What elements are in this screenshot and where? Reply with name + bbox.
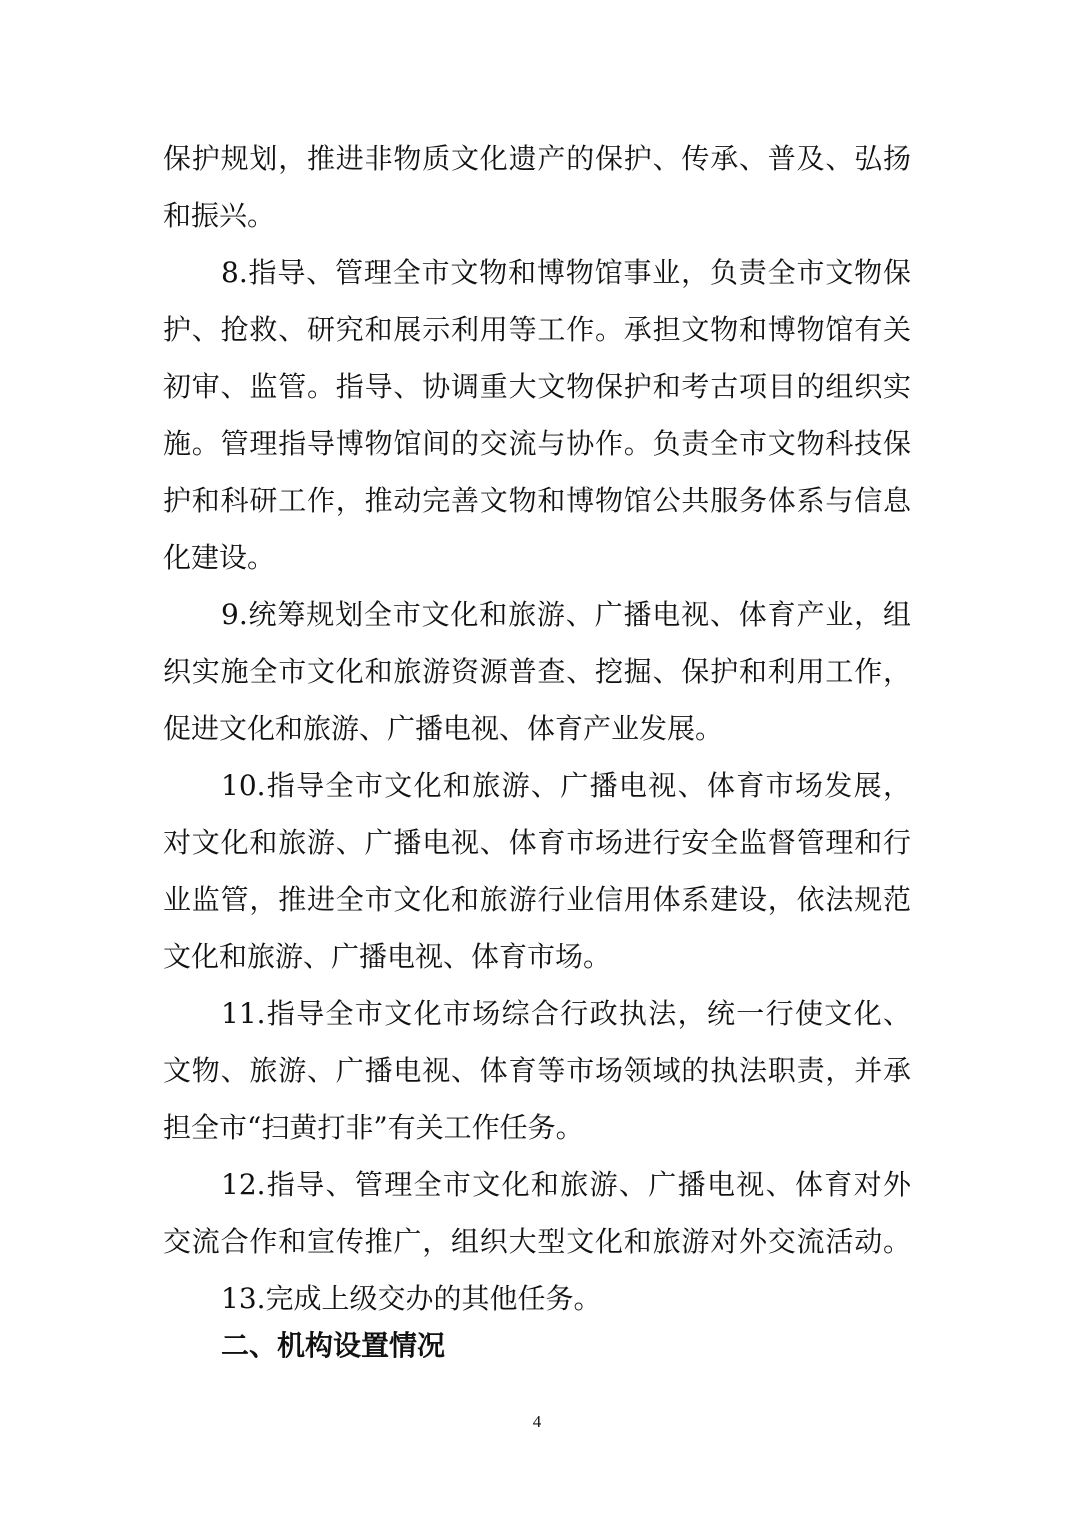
text-line: 8.指导、管理全市文物和博物馆事业，负责全市文物保 — [221, 256, 911, 289]
page-number: 4 — [532, 1412, 542, 1431]
text-line: 10.指导全市文化和旅游、广播电视、体育市场发展， — [221, 769, 911, 802]
text-line: 业监管，推进全市文化和旅游行业信用体系建设，依法规范 — [163, 883, 911, 916]
text-line: 文化和旅游、广播电视、体育市场。 — [163, 940, 612, 973]
paragraph-item-10 — [163, 757, 911, 985]
text-line: 13.完成上级交办的其他任务。 — [221, 1282, 602, 1315]
text-line: 担全市“扫黄打非”有关工作任务。 — [163, 1111, 584, 1144]
text-line: 施。管理指导博物馆间的交流与协作。负责全市文物科技保 — [163, 427, 911, 460]
paragraph-7-continuation — [163, 130, 911, 244]
text-line: 交流合作和宣传推广，组织大型文化和旅游对外交流活动。 — [163, 1225, 911, 1258]
text-line: 11.指导全市文化市场综合行政执法，统一行使文化、 — [221, 997, 911, 1030]
text-line: 和振兴。 — [163, 199, 276, 232]
text-line: 9.统筹规划全市文化和旅游、广播电视、体育产业，组 — [221, 598, 911, 631]
paragraph-item-12 — [163, 1156, 911, 1270]
text-line: 文物、旅游、广播电视、体育等市场领域的执法职责，并承 — [163, 1054, 911, 1087]
text-line: 保护规划，推进非物质文化遗产的保护、传承、普及、弘扬 — [163, 142, 911, 175]
text-line: 12.指导、管理全市文化和旅游、广播电视、体育对外 — [221, 1168, 911, 1201]
text-line: 对文化和旅游、广播电视、体育市场进行安全监督管理和行 — [163, 826, 911, 859]
body-text — [163, 130, 911, 1327]
paragraph-item-8 — [163, 244, 911, 586]
text-line: 护、抢救、研究和展示利用等工作。承担文物和博物馆有关 — [163, 313, 911, 346]
text-line: 织实施全市文化和旅游资源普查、挖掘、保护和利用工作， — [163, 655, 911, 688]
text-line: 促进文化和旅游、广播电视、体育产业发展。 — [163, 712, 724, 745]
paragraph-item-11 — [163, 985, 911, 1156]
paragraph-item-9 — [163, 586, 911, 757]
text-line: 初审、监管。指导、协调重大文物保护和考古项目的组织实 — [163, 370, 911, 403]
text-line: 护和科研工作，推动完善文物和博物馆公共服务体系与信息 — [163, 484, 911, 517]
text-line: 化建设。 — [163, 541, 276, 574]
section-heading: 二、机构设置情况 — [221, 1329, 446, 1362]
